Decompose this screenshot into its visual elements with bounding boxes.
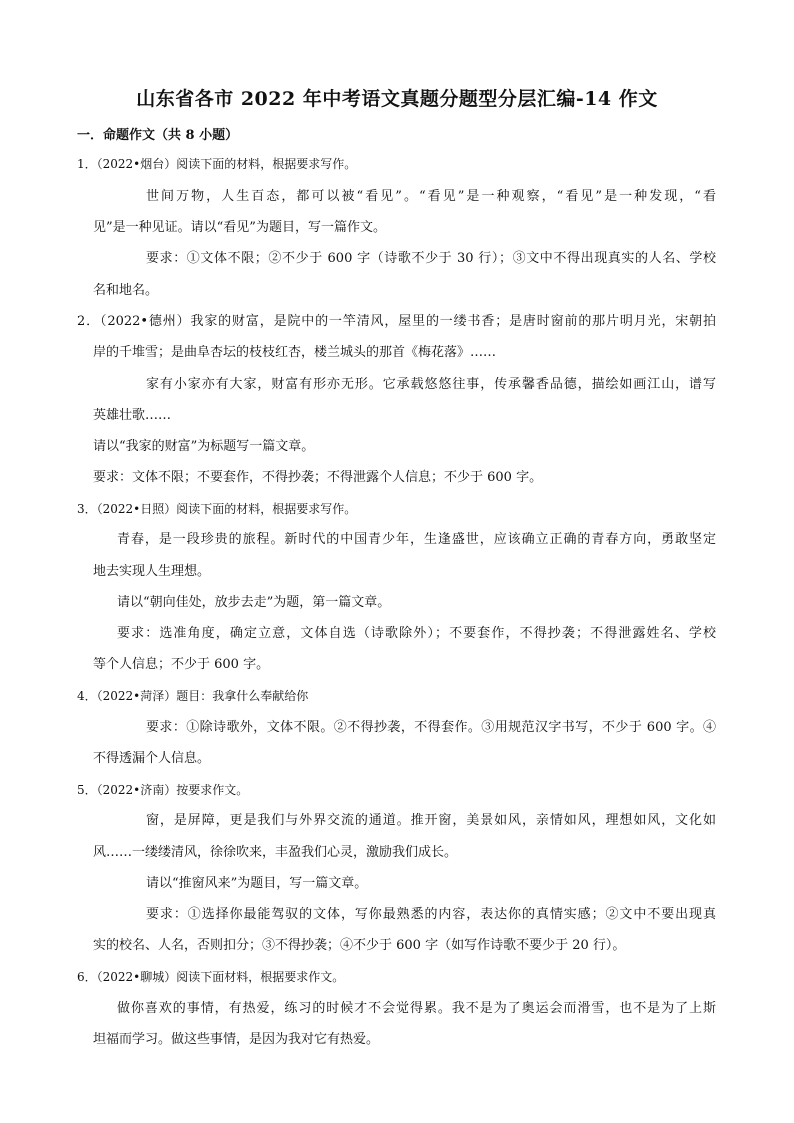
section-heading: 一．命题作文（共 8 小题） <box>77 128 239 143</box>
question-3-heading: 3．（2022•日照）阅读下面的材料，根据要求写作。 <box>77 502 357 516</box>
question-2-requirement: 要求：文体不限；不要套作，不得抄袭；不得泄露个人信息；不少于 600 字。 <box>93 470 543 485</box>
question-1-heading: 1．（2022•烟台）阅读下面的材料，根据要求写作。 <box>77 157 357 171</box>
question-2-prompt: 请以“我家的财富”为标题写一篇文章。 <box>93 439 315 454</box>
question-4-requirement: 要求：①除诗歌外，文体不限。②不得抄袭，不得套作。③用规范汉字书写，不少于 600 字。④ <box>146 720 716 735</box>
question-1-requirement: 要求：①文体不限；②不少于 600 字（诗歌不少于 30 行）；③文中不得出现真实的人名、学校 <box>146 251 716 266</box>
question-3-text: 地去实现人生理想。 <box>93 564 211 579</box>
question-5-prompt: 请以“推窗风来”为题目，写一篇文章。 <box>146 876 368 891</box>
question-1-text: 世间万物，人生百态，都可以被“看见”。“看见”是一种观察，“看见”是一种发现，“看 <box>146 189 716 204</box>
question-4-requirement: 不得透漏个人信息。 <box>93 751 211 766</box>
question-3-requirement: 要求：选准角度，确定立意，文体自选（诗歌除外）；不要套作，不得抄袭；不得泄露姓名、学校 <box>117 626 716 641</box>
question-1-text: 见”是一种见证。请以“看见”为题目，写一篇作文。 <box>93 220 386 235</box>
question-2-text: 岸的千堆雪；是曲阜杏坛的枝枝红杏，楼兰城头的那首《梅花落》…… <box>93 345 497 360</box>
question-5-requirement: 实的校名、人名，否则扣分；③不得抄袭；④不少于 600 字（如写作诗歌不要少于 20 行）。 <box>93 938 626 953</box>
question-6-text: 做你喜欢的事情，有热爱，练习的时候才不会觉得累。我不是为了奥运会而滑雪，也不是为了上斯 <box>117 1001 716 1016</box>
question-6-text: 坦福而学习。做这些事情，是因为我对它有热爱。 <box>93 1032 380 1047</box>
question-5-requirement: 要求：①选择你最能驾驭的文体，写你最熟悉的内容，表达你的真情实感；②文中不要出现真 <box>146 907 716 922</box>
question-1-requirement: 名和地名。 <box>93 283 159 298</box>
question-4-heading: 4．（2022•菏泽）题目：我拿什么奉献给你 <box>77 689 309 703</box>
question-2-text: 家有小家亦有大家，财富有形亦无形。它承载悠悠往事，传承馨香品德，描绘如画江山，谱写 <box>146 377 716 392</box>
question-6-heading: 6．（2022•聊城）阅读下面材料，根据要求作文。 <box>77 970 345 984</box>
question-5-text: 风……一缕缕清风，徐徐吹来，丰盈我们心灵，激励我们成长。 <box>93 845 458 860</box>
question-5-heading: 5．（2022•济南）按要求作文。 <box>77 783 249 797</box>
question-3-requirement: 等个人信息；不少于 600 字。 <box>93 657 270 672</box>
question-5-text: 窗，是屏障，更是我们与外界交流的通道。推开窗，美景如风，亲情如风，理想如风，文化如 <box>146 813 716 828</box>
question-3-text: 青春，是一段珍贵的旅程。新时代的中国青少年，生逢盛世，应该确立正确的青春方向，勇敢坚定 <box>117 532 716 547</box>
question-2-text: 英雄壮歌…… <box>93 408 172 423</box>
document-title: 山东省各市 2022 年中考语文真题分题型分层汇编-14 作文 <box>136 88 658 110</box>
question-3-prompt: 请以“朝向佳处，放步去走”为题，第一篇文章。 <box>117 595 391 610</box>
question-2-heading: 2．（2022•德州）我家的财富，是院中的一竿清风，屋里的一缕书香；是唐时窗前的那片明月光，宋朝拍 <box>77 314 716 329</box>
